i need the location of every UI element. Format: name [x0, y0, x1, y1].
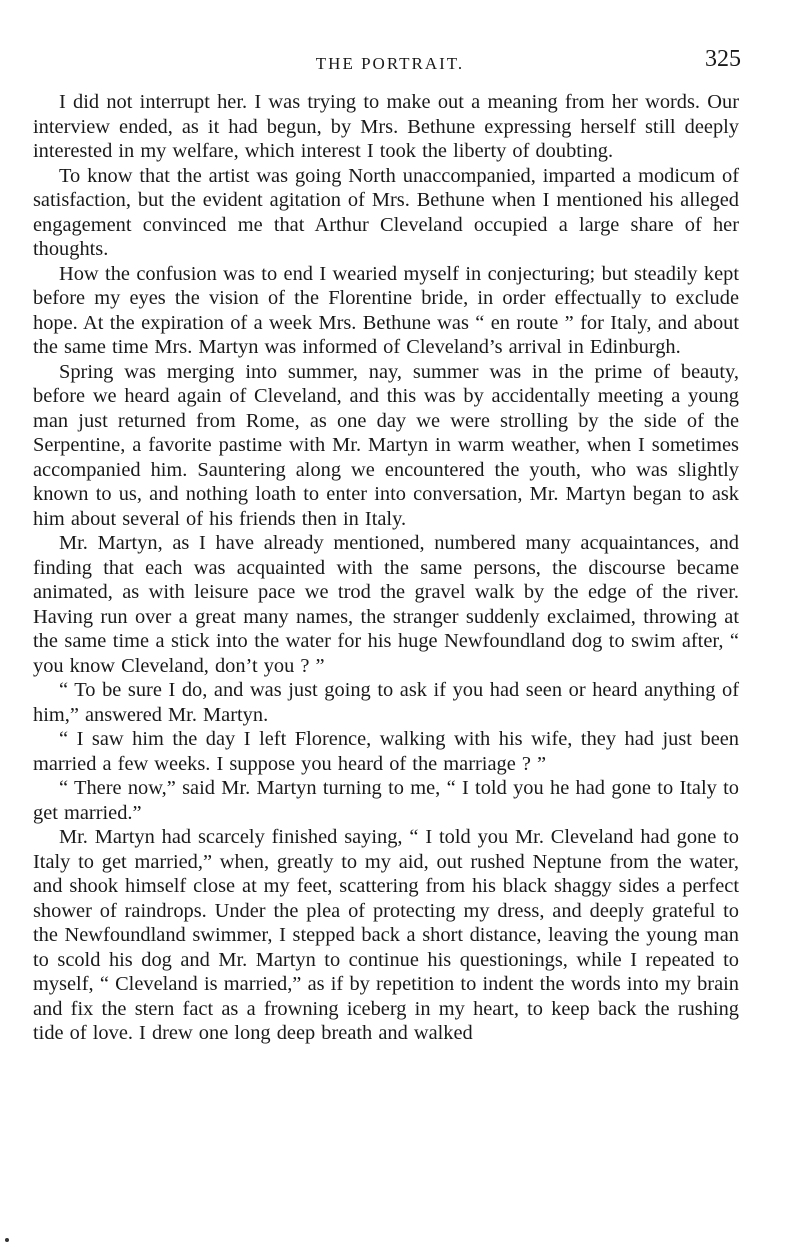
body-text [33, 90, 739, 1046]
paragraph: Mr. Martyn had scarcely finished saying, “ I told you Mr. Cleveland had gone to Italy to get married,” when, greatly to my aid, out rushed Neptune from the water, and shook himself close at my feet, scattering from his black shaggy sides a perfect shower of raindrops. Under the plea of protecting my dress, and deeply grateful to the Newfoundland swimmer, I stepped back a short distance, leaving the young man to scold his dog and Mr. Martyn to continue his questionings, while I repeated to myself, “ Cleveland is married,” as if by repetition to indent the words into my brain and fix the stern fact as a frowning iceberg in my heart, to keep back the rushing tide of love. I drew one long deep breath and walked [33, 826, 739, 1044]
paragraph: “ There now,” said Mr. Martyn turning to me, “ I told you he had gone to Italy to get married.” [33, 777, 739, 824]
page-number: 325 [705, 46, 741, 72]
paragraph: To know that the artist was going North unaccompanied, imparted a modicum of satisfaction, but the evident agitation of Mrs. Bethune when I mentioned his alleged engagement convinced me that Arthur Cleveland occupied a large share of her thoughts. [33, 164, 739, 260]
paragraph: “ To be sure I do, and was just going to ask if you had seen or heard anything of him,” answered Mr. Martyn. [33, 679, 739, 726]
running-title: THE PORTRAIT. [315, 54, 465, 73]
running-head [0, 46, 811, 82]
paragraph: I did not interrupt her. I was trying to make out a meaning from her words. Our interview ended, as it had begun, by Mrs. Bethune expressing herself still deeply interested in my welfare, which interest I took the liberty of doubting. [33, 91, 739, 162]
paragraph: Spring was merging into summer, nay, summer was in the prime of beauty, before we heard again of Cleveland, and this was by accidentally meeting a young man just returned from Rome, as one day we were strolling by the side of the Serpentine, a favorite pastime with Mr. Martyn in warm weather, when I sometimes accompanied him. Sauntering along we encountered the youth, who was slightly known to us, and nothing loath to enter into conversation, Mr. Martyn began to ask him about several of his friends then in Italy. [33, 360, 739, 530]
ink-speck [5, 1238, 9, 1242]
paragraph: Mr. Martyn, as I have already mentioned, numbered many acquaintances, and finding that each was acquainted with the same persons, the discourse became animated, as with leisure pace we trod the gravel walk by the edge of the river. Having run over a great many names, the stranger suddenly exclaimed, throwing at the same time a stick into the water for his huge Newfoundland dog to swim after, “ you know Cleveland, don’t you ? ” [33, 532, 739, 677]
paragraph: How the confusion was to end I wearied myself in conjecturing; but steadily kept before my eyes the vision of the Florentine bride, in order effectually to exclude hope. At the expiration of a week Mrs. Bethune was “ en route ” for Italy, and about the same time Mrs. Martyn was informed of Cleveland’s arrival in Edinburgh. [33, 262, 739, 358]
paragraph: “ I saw him the day I left Florence, walking with his wife, they had just been married a few weeks. I suppose you heard of the marriage ? ” [33, 728, 739, 775]
